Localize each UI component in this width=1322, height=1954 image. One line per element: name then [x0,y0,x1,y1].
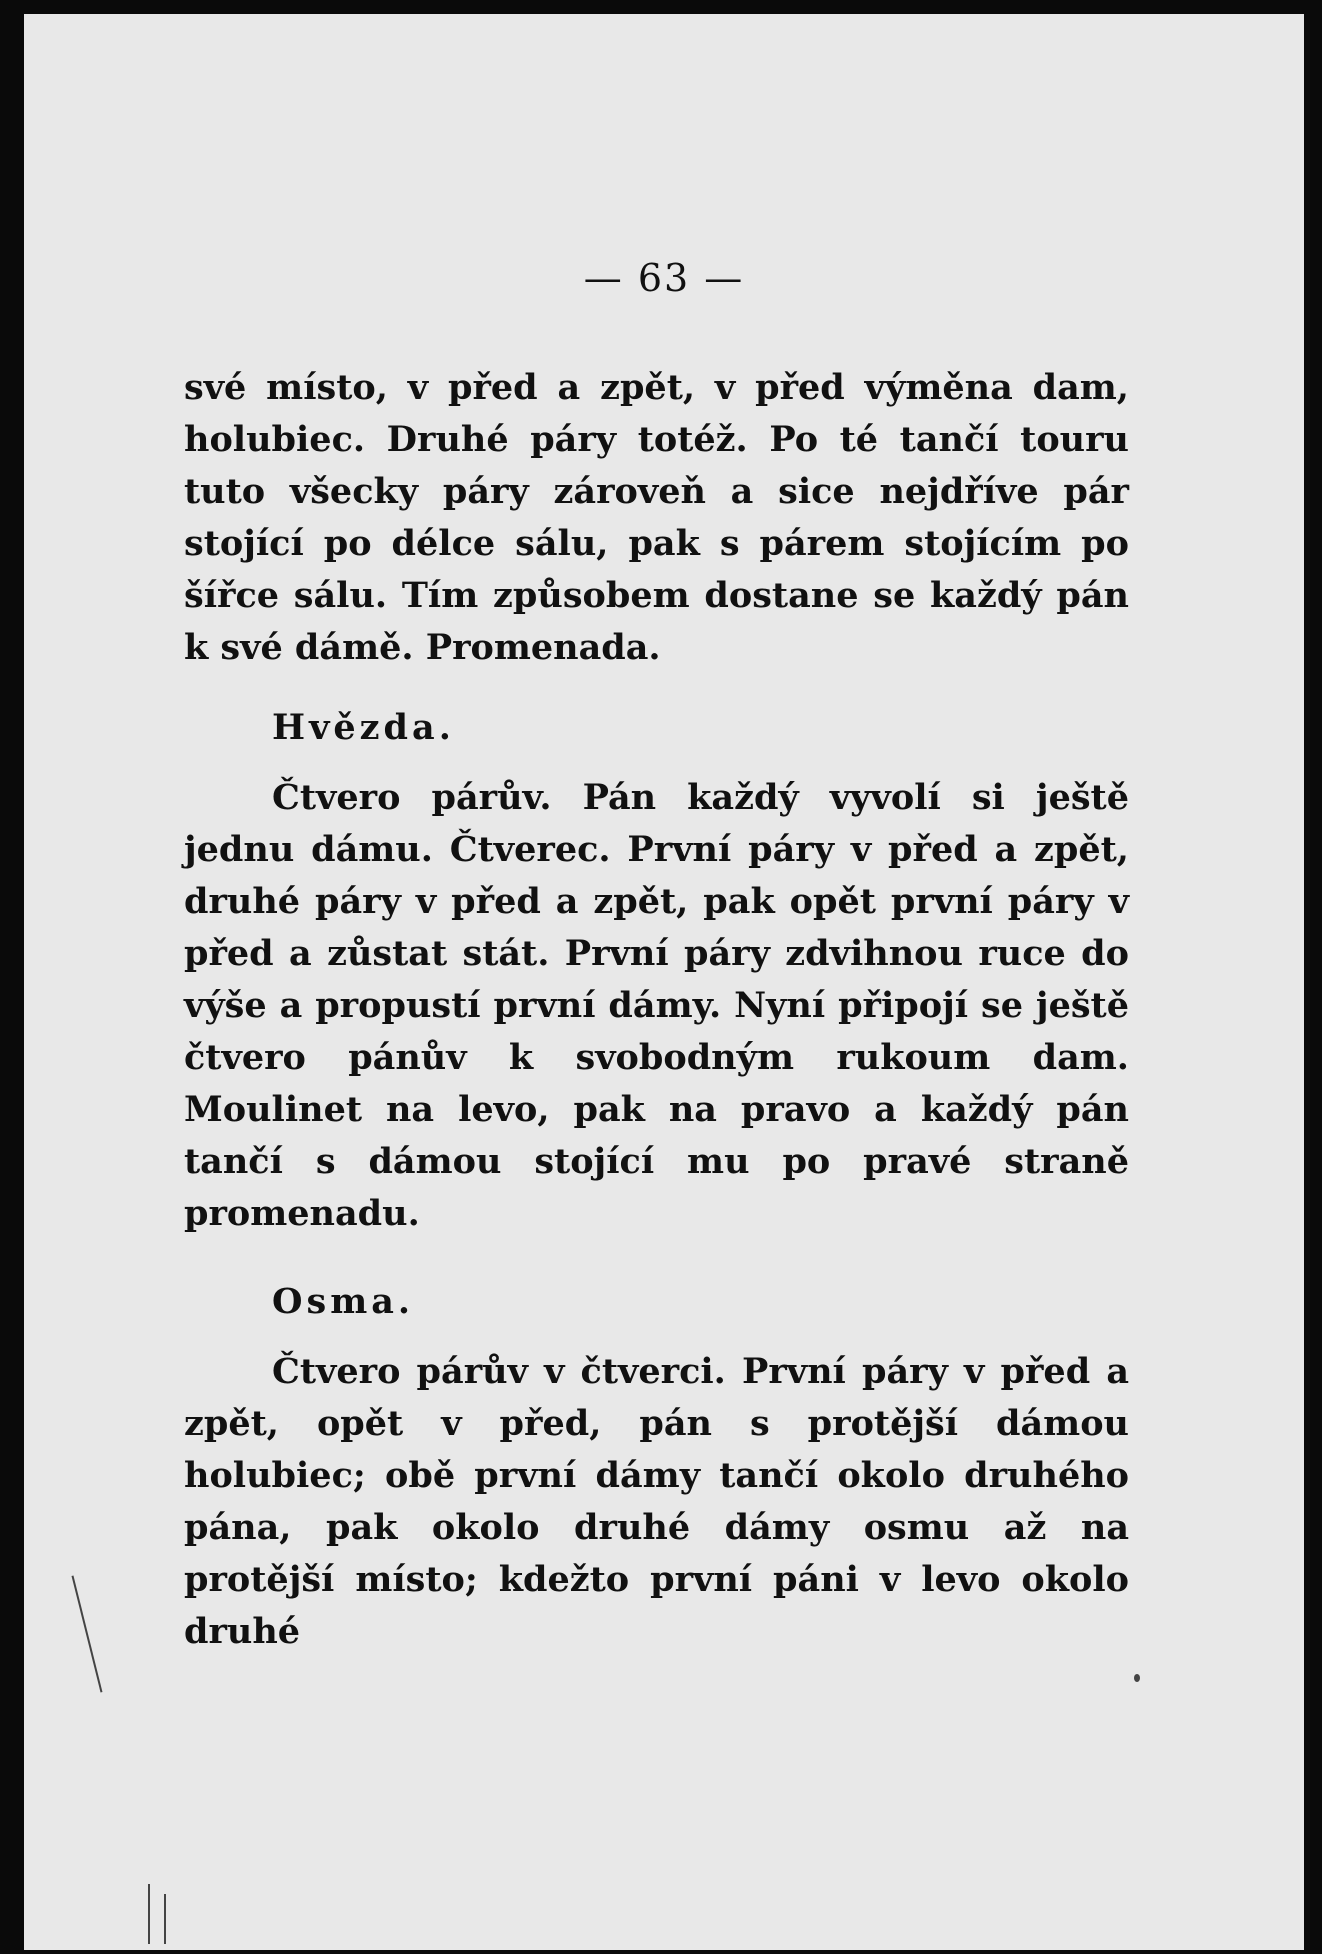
paragraph-2-text: Čtvero párův. Pán každý vyvolí si ještě jednu dámu. Čtverec. První páry v před a zpět, druhé páry v před a zpět, pak opět první páry v před a zůstat stát. První páry zdvihnou ruce do výše a propustí první dámy. Nyní připojí se ještě čtvero pánův k svobodným rukoum dam. Moulinet na levo, pak na pravo a každý pán tančí s dámou stojící mu po pravé straně promenadu. [184,777,1129,1234]
paragraph-3 [184,1346,1129,1658]
paragraph-1 [184,362,1129,674]
book-page [24,14,1304,1950]
page-number: — 63 — [583,256,745,300]
section-heading-hvezda: Hvězda. [272,707,455,748]
paragraph-1-text: své místo, v před a zpět, v před výměna dam, holubiec. Druhé páry totéž. Po té tančí touru tuto všecky páry zároveň a sice nejdříve pár stojící po délce sálu, pak s párem stojícím po šířce sálu. Tím způsobem dostane se každý pán k své dámě. Promenada. [184,367,1129,668]
scan-scratch [164,1894,166,1944]
section-heading-osma: Osma. [272,1281,415,1322]
paragraph-2 [184,772,1129,1240]
paragraph-3-text: Čtvero párův v čtverci. První páry v před a zpět, opět v před, pán s protější dámou holubiec; obě první dámy tančí okolo druhého pána, pak okolo druhé dámy osmu až na protější místo; kdežto první páni v levo okolo druhé [184,1351,1129,1652]
scan-scratch [72,1576,103,1693]
scan-speck [1134,1674,1140,1682]
scan-scratch [148,1884,150,1944]
